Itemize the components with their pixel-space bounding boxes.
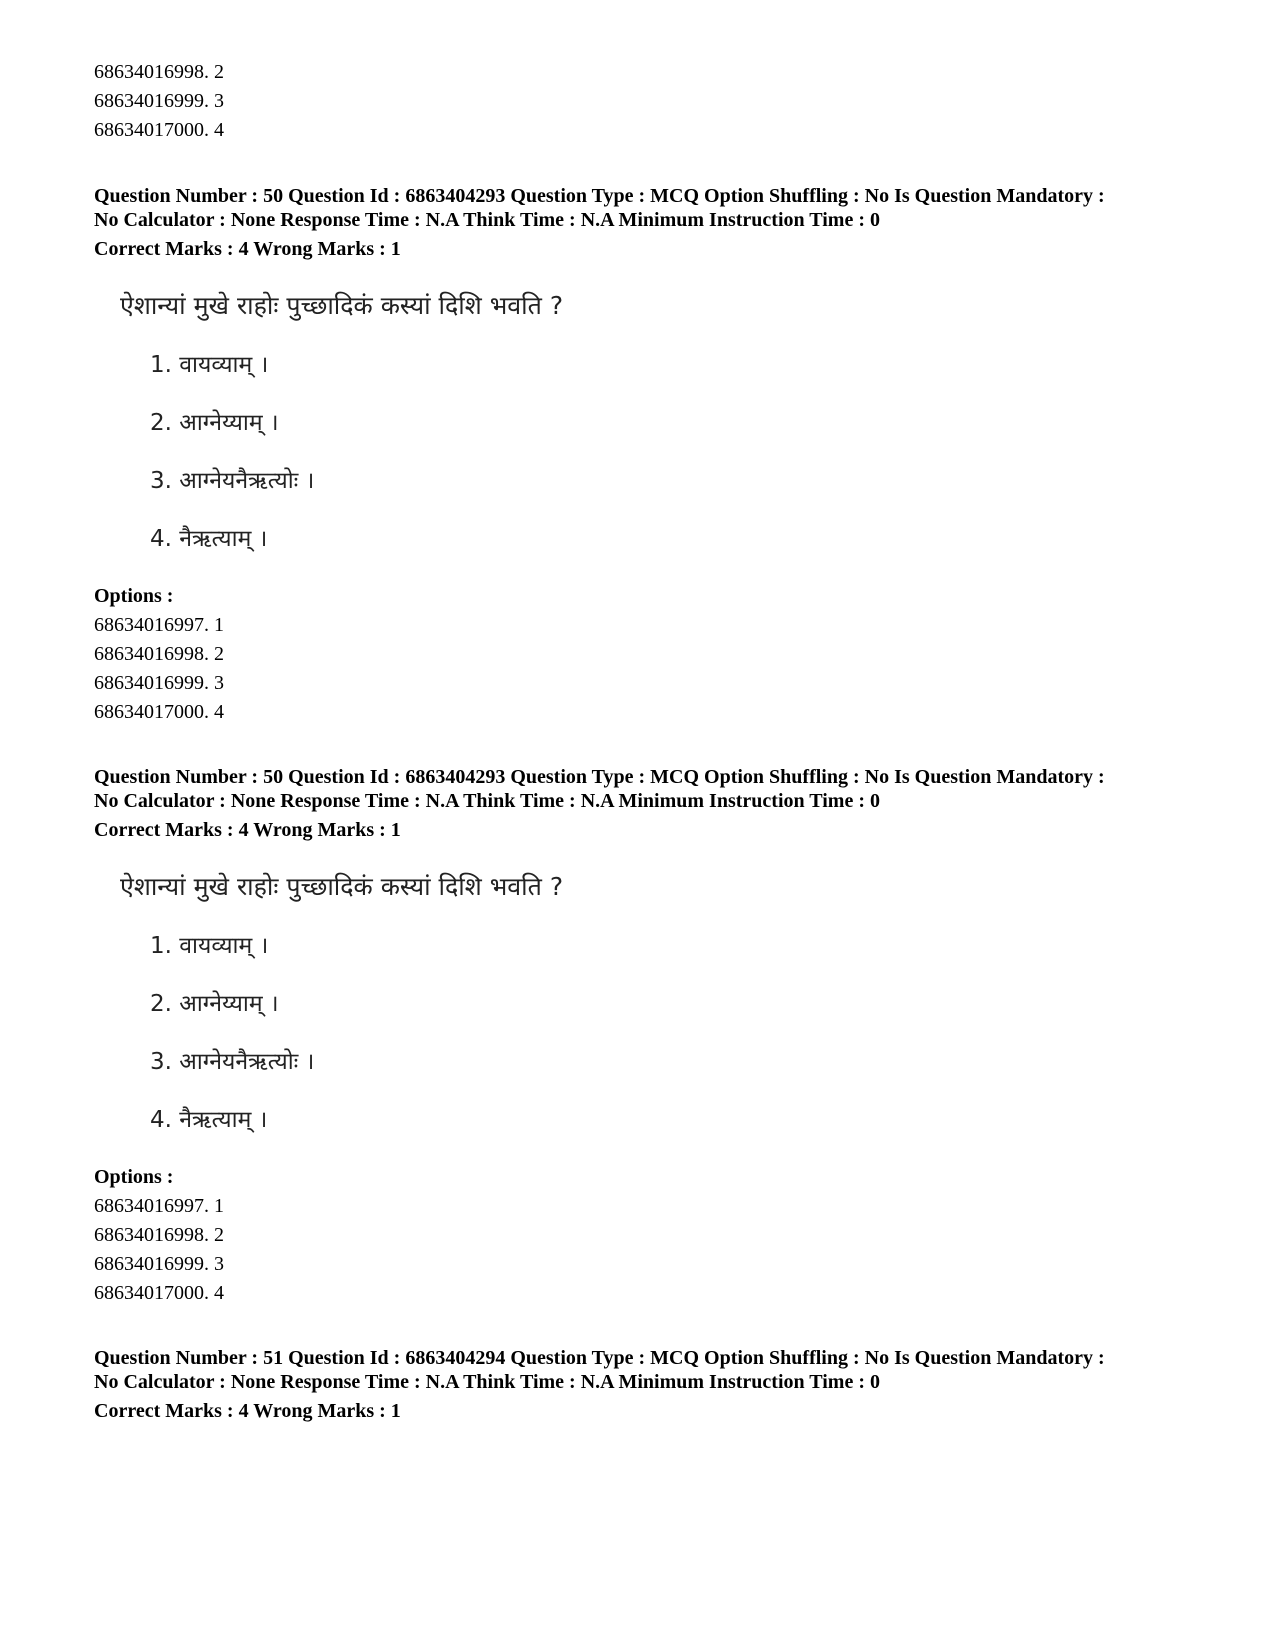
question-choice: 1. वायव्याम् । (150, 352, 269, 378)
question-marks: Correct Marks : 4 Wrong Marks : 1 (94, 238, 401, 260)
option-line: 68634017000. 4 (94, 119, 224, 141)
options-label: Options : (94, 1166, 174, 1188)
question-choice: 4. नैऋत्याम् । (150, 1107, 268, 1133)
question-header-line1: Question Number : 51 Question Id : 6863404294 Question Type : MCQ Option Shuffling : No Is Question Mandatory : (94, 1347, 1105, 1369)
question-choice: 4. नैऋत्याम् । (150, 526, 268, 552)
option-line: 68634016998. 2 (94, 1224, 224, 1246)
question-text: ऐशान्यां मुखे राहोः पुच्छादिकं कस्यां दिशि भवति ? (120, 872, 564, 901)
question-header-line2: No Calculator : None Response Time : N.A Think Time : N.A Minimum Instruction Time : 0 (94, 1371, 880, 1393)
question-header-line1: Question Number : 50 Question Id : 6863404293 Question Type : MCQ Option Shuffling : No Is Question Mandatory : (94, 185, 1105, 207)
option-line: 68634016998. 2 (94, 61, 224, 83)
option-line: 68634017000. 4 (94, 1282, 224, 1304)
option-line: 68634016999. 3 (94, 90, 224, 112)
question-choice: 1. वायव्याम् । (150, 933, 269, 959)
option-line: 68634016999. 3 (94, 672, 224, 694)
question-choice: 2. आग्नेय्याम् । (150, 991, 279, 1017)
option-line: 68634016998. 2 (94, 643, 224, 665)
option-line: 68634016997. 1 (94, 614, 224, 636)
question-header-line2: No Calculator : None Response Time : N.A Think Time : N.A Minimum Instruction Time : 0 (94, 209, 880, 231)
question-header-line2: No Calculator : None Response Time : N.A Think Time : N.A Minimum Instruction Time : 0 (94, 790, 880, 812)
question-text: ऐशान्यां मुखे राहोः पुच्छादिकं कस्यां दिशि भवति ? (120, 291, 564, 320)
question-choice: 2. आग्नेय्याम् । (150, 410, 279, 436)
option-line: 68634017000. 4 (94, 701, 224, 723)
option-line: 68634016997. 1 (94, 1195, 224, 1217)
option-line: 68634016999. 3 (94, 1253, 224, 1275)
question-marks: Correct Marks : 4 Wrong Marks : 1 (94, 1400, 401, 1422)
options-label: Options : (94, 585, 174, 607)
question-header-line1: Question Number : 50 Question Id : 6863404293 Question Type : MCQ Option Shuffling : No Is Question Mandatory : (94, 766, 1105, 788)
question-choice: 3. आग्नेयनैऋत्योः । (150, 468, 315, 494)
question-marks: Correct Marks : 4 Wrong Marks : 1 (94, 819, 401, 841)
question-choice: 3. आग्नेयनैऋत्योः । (150, 1049, 315, 1075)
